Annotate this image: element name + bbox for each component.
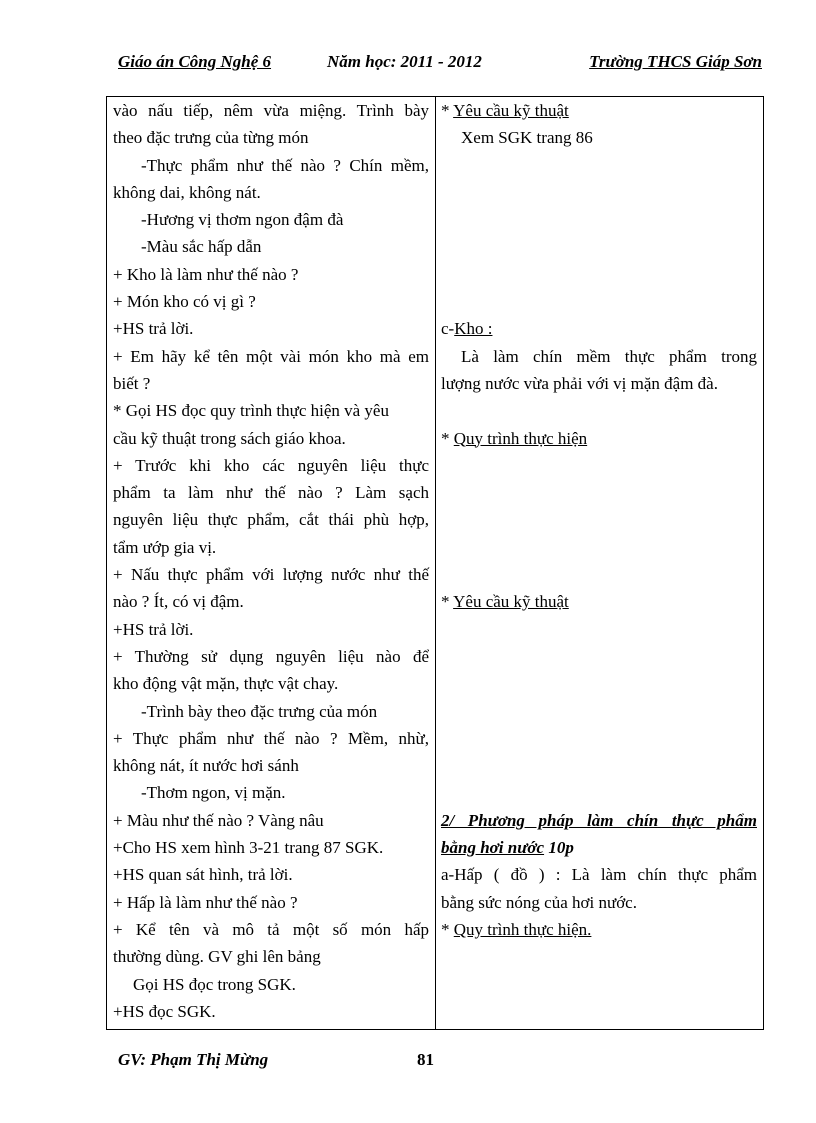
text-line: + Trước khi kho các nguyên liệu thực bbox=[113, 455, 429, 475]
text-line: nguyên liệu thực phẩm, cắt thái phù hợp, bbox=[113, 510, 429, 530]
procedure-heading: * Quy trình thực hiện bbox=[441, 428, 588, 448]
text-line: + Em hãy kể tên một vài món kho mà em bbox=[113, 346, 429, 366]
column-divider bbox=[435, 97, 436, 1029]
section-heading: 2/ Phương pháp làm chín thực phẩm bbox=[441, 810, 757, 830]
text-line: bằng sức nóng của hơi nước. bbox=[441, 892, 637, 912]
text-line: Gọi HS đọc trong SGK. bbox=[133, 974, 296, 994]
teacher-name: GV: Phạm Thị Mừng bbox=[118, 1050, 269, 1069]
text-line: -Thơm ngon, vị mặn. bbox=[141, 783, 286, 803]
page-header bbox=[114, 52, 764, 82]
text-line: biết ? bbox=[113, 373, 151, 393]
text-line: + Kho là làm như thế nào ? bbox=[113, 264, 299, 284]
text-line: +HS đọc SGK. bbox=[113, 1001, 216, 1021]
procedure-heading: * Quy trình thực hiện. bbox=[441, 919, 592, 939]
text-line: tẩm ướp gia vị. bbox=[113, 537, 217, 557]
page-number: 81 bbox=[417, 1050, 434, 1069]
text-line: kho động vật mặn, thực vật chay. bbox=[113, 674, 339, 694]
text-line: vào nấu tiếp, nêm vừa miệng. Trình bày bbox=[113, 101, 429, 120]
text-line: a-Hấp ( đồ ) : Là làm chín thực phẩm bbox=[441, 865, 757, 885]
text-line: + Kể tên và mô tả một số món hấp bbox=[113, 919, 429, 939]
header-school-year: Năm học: 2011 - 2012 bbox=[327, 52, 482, 71]
text-line: phẩm ta làm như thế nào ? Làm sạch bbox=[113, 483, 429, 503]
text-line: -Hương vị thơm ngon đậm đà bbox=[141, 210, 344, 230]
text-line: + Thường sử dụng nguyên liệu nào để bbox=[113, 646, 429, 666]
requirement-heading: * Yêu cầu kỹ thuật bbox=[441, 101, 569, 120]
text-line: lượng nước vừa phải với vị mặn đậm đà. bbox=[441, 373, 718, 393]
teacher-student-activities-column bbox=[113, 97, 429, 1025]
text-line: + Thực phẩm như thế nào ? Mềm, nhừ, bbox=[113, 728, 429, 748]
page-footer bbox=[114, 1050, 714, 1076]
lesson-table bbox=[106, 96, 764, 1030]
text-line: -Trình bày theo đặc trưng của món bbox=[141, 701, 378, 721]
text-line: không nát, ít nước hơi sánh bbox=[113, 756, 299, 776]
text-line: * Gọi HS đọc quy trình thực hiện và yêu bbox=[113, 401, 389, 421]
header-subject: Giáo án Công Nghệ 6 bbox=[118, 52, 272, 71]
text-line: +Cho HS xem hình 3-21 trang 87 SGK. bbox=[113, 838, 384, 858]
text-line: + Món kho có vị gì ? bbox=[113, 292, 256, 312]
text-line: nào ? Ít, có vị đậm. bbox=[113, 592, 244, 612]
requirement-heading: * Yêu cầu kỹ thuật bbox=[441, 592, 569, 612]
text-line: + Nấu thực phẩm với lượng nước như thế bbox=[113, 565, 429, 585]
lesson-content-column bbox=[441, 97, 757, 943]
section-heading: bằng hơi nước 10p bbox=[441, 838, 574, 858]
text-line: Là làm chín mềm thực phẩm trong bbox=[461, 346, 757, 366]
header-school: Trường THCS Giáp Sơn bbox=[589, 52, 762, 71]
text-line: -Thực phẩm như thế nào ? Chín mềm, bbox=[141, 155, 429, 175]
text-line: cầu kỹ thuật trong sách giáo khoa. bbox=[113, 428, 346, 448]
kho-heading: c-Kho : bbox=[441, 319, 493, 339]
text-line: theo đặc trưng của từng món bbox=[113, 128, 309, 148]
text-line: +HS quan sát hình, trả lời. bbox=[113, 865, 293, 885]
text-line: + Hấp là làm như thế nào ? bbox=[113, 892, 298, 912]
text-line: thường dùng. GV ghi lên bảng bbox=[113, 947, 321, 967]
text-line: Xem SGK trang 86 bbox=[461, 128, 593, 148]
text-line: + Màu như thế nào ? Vàng nâu bbox=[113, 810, 324, 830]
text-line: +HS trả lời. bbox=[113, 319, 194, 339]
text-line: -Màu sắc hấp dẫn bbox=[141, 237, 262, 257]
text-line: +HS trả lời. bbox=[113, 619, 194, 639]
text-line: không dai, không nát. bbox=[113, 182, 261, 202]
